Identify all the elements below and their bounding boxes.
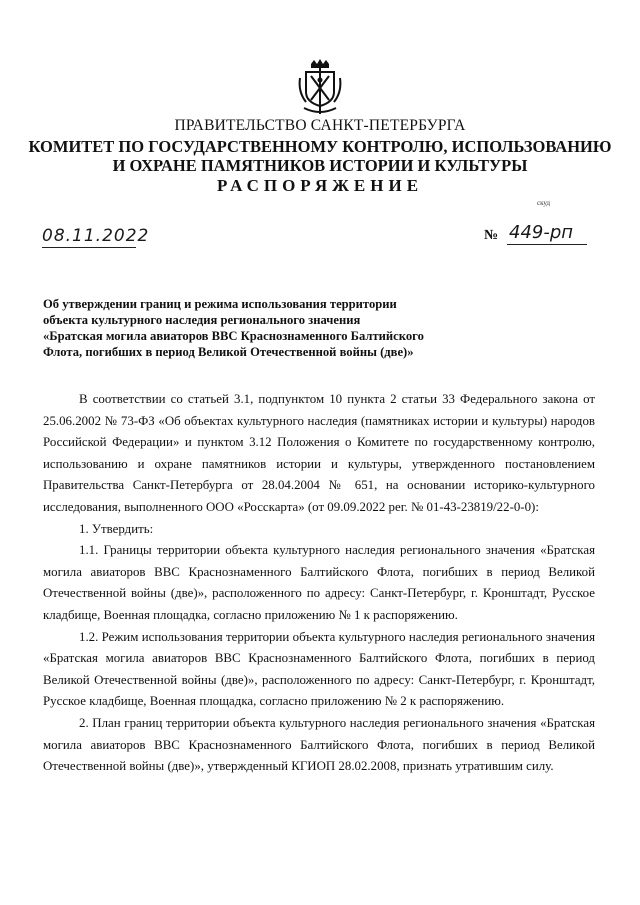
- item-1-1: 1.1. Границы территории объекта культурного наследия регионального значения «Братская могила авиаторов ВВС Краснознаменного Балтийского Флота, погибших в период Великой Отечественной войны (две)», расположенного по адресу: Санкт-Петербург, г. Кронштадт, Русское кладбище, Военная площадка, согласно приложению № 1 к распоряжению.: [43, 543, 595, 622]
- subject-line-3: «Братская могила авиаторов ВВС Краснознаменного Балтийского: [43, 329, 424, 343]
- subject-line-2: объекта культурного наследия регионального значения: [43, 313, 361, 327]
- government-name: ПРАВИТЕЛЬСТВО САНКТ-ПЕТЕРБУРГА: [174, 117, 466, 134]
- subject-line-4: Флота, погибших в период Великой Отечественной войны (две)»: [43, 345, 414, 359]
- document-date: 08.11.2022: [42, 226, 150, 246]
- coat-of-arms-icon: [296, 58, 344, 118]
- committee-line-2: И ОХРАНЕ ПАМЯТНИКОВ ИСТОРИИ И КУЛЬТУРЫ: [112, 156, 528, 175]
- item-2: 2. План границ территории объекта культурного наследия регионального значения «Братская могила авиаторов ВВС Краснознаменного Балтийского Флота, погибших в период Великой Отечественной войны (две)», утвержденный КГИОП 28.02.2008, признать утратившим силу.: [43, 715, 595, 774]
- document-type: РАСПОРЯЖЕНИЕ: [216, 176, 424, 195]
- number-label: №: [484, 228, 499, 243]
- document-subject: [43, 296, 463, 360]
- item-1-2: 1.2. Режим использования территории объекта культурного наследия регионального значения «Братская могила авиаторов ВВС Краснознаменного Балтийского Флота, погибших в период Великой Отечественной войны (две)», расположенного по адресу: Санкт-Петербург, г. Кронштадт, Русское кладбище, Военная площадка, согласно приложению № 2 к распоряжению.: [43, 629, 595, 709]
- stamp-word: скуд: [537, 199, 551, 207]
- committee-line-1: КОМИТЕТ ПО ГОСУДАРСТВЕННОМУ КОНТРОЛЮ, ИСПОЛЬЗОВАНИЮ: [28, 137, 612, 156]
- preamble-paragraph: В соответствии со статьей 3.1, подпунктом 10 пункта 2 статьи 33 Федерального закона от 25.06.2002 № 73-ФЗ «Об объектах культурного наследия (памятниках истории и культуры) народов Российской Федерации» и пунктом 3.12 Положения о Комитете по государственному контролю, использованию и охране памятников истории и культуры, утвержденного постановлением Правительства Санкт-Петербурга от 28.04.2004 № 651, на основании историко-культурного исследования, выполненного ООО «Росскарта» (от 09.09.2022 рег. № 01-43-23819/22-0-0):: [43, 392, 595, 514]
- document-number: 449-рп: [507, 222, 587, 245]
- document-body: [43, 389, 595, 778]
- committee-name: [0, 137, 640, 175]
- subject-line-1: Об утверждении границ и режима использования территории: [43, 297, 397, 311]
- item-1: 1. Утвердить:: [79, 521, 154, 536]
